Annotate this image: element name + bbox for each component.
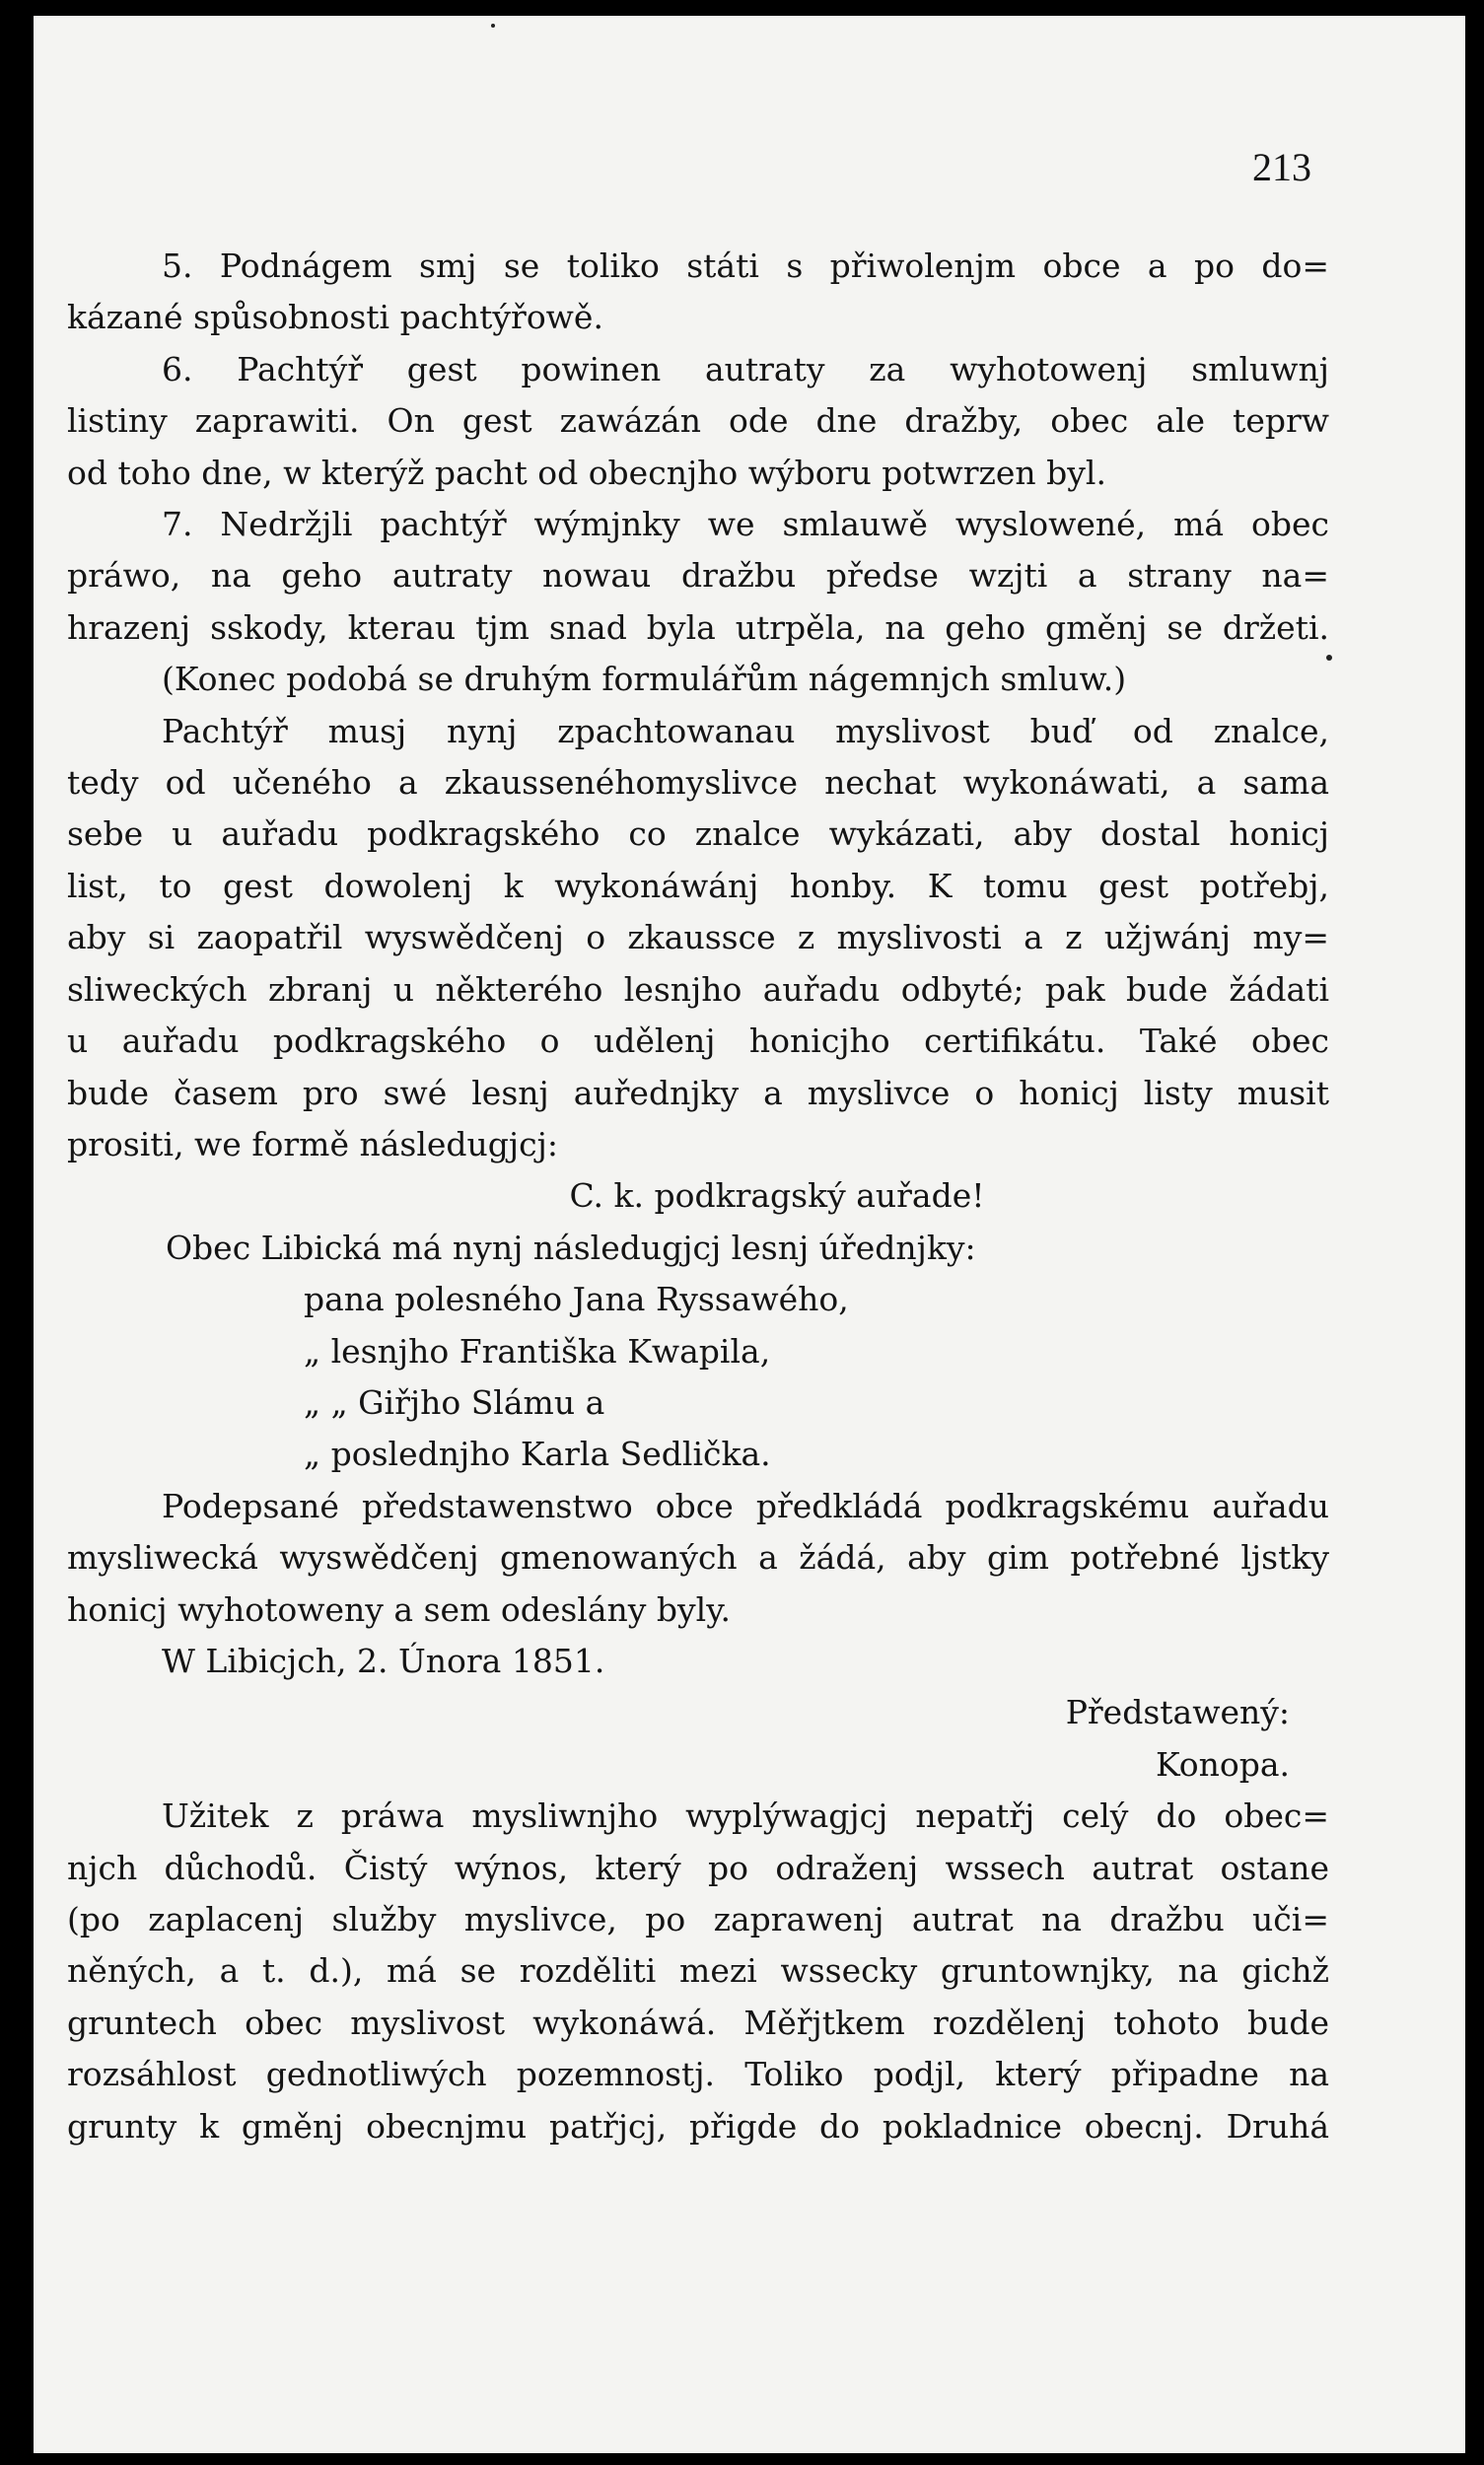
text-line: hrazenj sskody, kterau tjm snad byla utrpěla, na geho gměnj se držeti. — [67, 607, 1329, 647]
text-line: Užitek z práwa mysliwnjho wyplýwagjcj nepatřj celý do obec= — [162, 1796, 1329, 1836]
text-line: rozsáhlost gednotliwých pozemnostj. Toliko podjl, který připadne na — [67, 2055, 1329, 2094]
letter-name-line: pana polesného Jana Ryssawého, — [304, 1280, 849, 1319]
text-line: kázané spůsobnosti pachtýřowě. — [67, 298, 603, 337]
text-line: njch důchodů. Čistý wýnos, který po odraženj wssech autrat ostane — [67, 1848, 1329, 1887]
text-line: bude časem pro swé lesnj auřednjky a myslivce o honicj listy musit — [67, 1073, 1329, 1112]
letter-place-date: W Libicjch, 2. Února 1851. — [162, 1641, 605, 1680]
signature-title: Předstawený: — [1065, 1693, 1290, 1732]
main-text — [67, 241, 1329, 2152]
text-line: u auřadu podkragského o udělenj honicjho certifikátu. Také obec — [67, 1021, 1329, 1061]
text-line: (po zaplacenj služby myslivce, po zaprawenj autrat na dražbu uči= — [67, 1900, 1329, 1938]
text-line: 7. Nedržjli pachtýř wýmjnky we smlauwě wyslowené, má obec — [162, 505, 1329, 544]
text-line: 6. Pachtýř gest powinen autraty za wyhotowenj smluwnj — [162, 349, 1329, 388]
text-line: 5. Podnágem smj se toliko státi s přiwolenjm obce a po do= — [162, 246, 1329, 285]
text-line: od toho dne, w kterýž pacht od obecnjho wýboru potwrzen byl. — [67, 453, 1106, 492]
signature-name: Konopa. — [1155, 1744, 1290, 1784]
page-number: 213 — [1252, 145, 1311, 189]
letter-name-line: „ lesnjho Františka Kwapila, — [304, 1331, 771, 1371]
text-line: (Konec podobá se druhým formulářům nágemnjch smluw.) — [162, 660, 1127, 699]
book-page — [34, 16, 1465, 2453]
letter-intro: Obec Libická má nynj následugjcj lesnj úřednjky: — [166, 1228, 976, 1267]
text-line: něných, a t. d.), má se rozděliti mezi wssecky gruntownjky, na gichž — [67, 1951, 1329, 1991]
text-line: práwo, na geho autraty nowau dražbu předse wzjti a strany na= — [67, 556, 1329, 596]
text-line: sliweckých zbranj u některého lesnjho auřadu odbyté; pak bude žádati — [67, 969, 1329, 1009]
text-line: mysliwecká wyswědčenj gmenowaných a žádá, aby gim potřebné ljstky — [67, 1538, 1329, 1578]
text-line: grunty k gměnj obecnjmu patřjcj, přigde do pokladnice obecnj. Druhá — [67, 2106, 1329, 2146]
print-speck — [491, 24, 495, 28]
letter-name-line: „ „ Giřjho Slámu a — [304, 1382, 605, 1422]
text-line: list, to gest dowolenj k wykonáwánj honby. K tomu gest potřebj, — [67, 866, 1329, 905]
text-line: tedy od učeného a zkaussenéhomyslivce nechat wykonáwati, a sama — [67, 763, 1329, 803]
letter-salutation: C. k. podkragský auřade! — [569, 1176, 985, 1216]
print-speck — [1326, 655, 1332, 661]
text-line: Pachtýř musj nynj zpachtowanau myslivost buď od znalce, — [162, 711, 1329, 750]
letter-name-line: „ poslednjho Karla Sedlička. — [304, 1435, 771, 1474]
text-line: listiny zaprawiti. On gest zawázán ode dne dražby, obec ale teprw — [67, 401, 1329, 441]
text-line: gruntech obec myslivost wykonáwá. Měřjtkem rozdělenj tohoto bude — [67, 2003, 1329, 2042]
text-line: sebe u auřadu podkragského co znalce wykázati, aby dostal honicj — [67, 814, 1329, 854]
text-line: prositi, we formě následugjcj: — [67, 1124, 558, 1163]
text-line: Podepsané předstawenstwo obce předkládá podkragskému auřadu — [162, 1486, 1329, 1525]
text-line: aby si zaopatřil wyswědčenj o zkaussce z myslivosti a z užjwánj my= — [67, 918, 1329, 957]
text-line: honicj wyhotoweny a sem odeslány byly. — [67, 1589, 731, 1629]
